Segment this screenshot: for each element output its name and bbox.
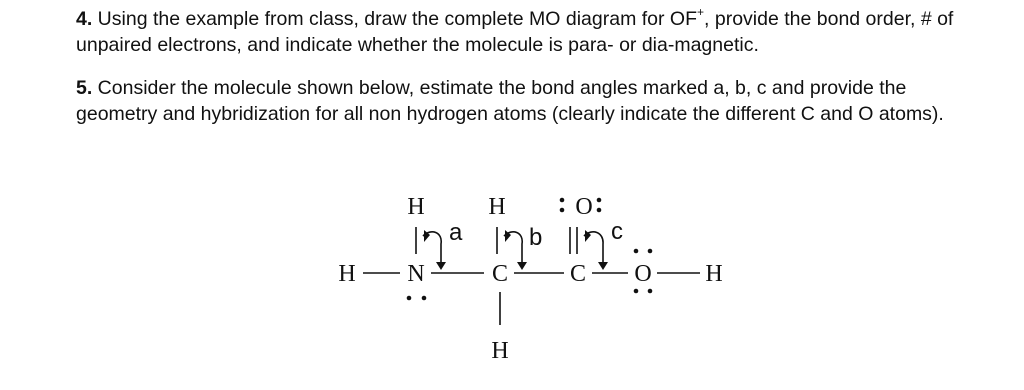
- angle-c-arrow: [584, 230, 608, 270]
- atom-o-hydroxyl: O: [634, 261, 652, 287]
- question-4-number: 4.: [76, 8, 93, 30]
- angle-label-b: b: [529, 224, 543, 251]
- question-4-text-end: , provide the bond order, # of unpaired electrons, and indicate whether the molecule is para- or dia-magnetic.: [76, 8, 954, 56]
- atom-h-right: H: [705, 261, 723, 287]
- atom-h-top-n: H: [407, 194, 425, 220]
- question-5-number: 5.: [76, 77, 93, 99]
- atom-h-left: H: [338, 261, 356, 287]
- angle-label-c: c: [611, 218, 623, 245]
- question-4-text: Using the example from class, draw the complete MO diagram for OF: [92, 8, 697, 30]
- atom-h-top-c1: H: [488, 194, 506, 220]
- angle-label-a: a: [449, 219, 463, 246]
- atom-n: N: [407, 261, 425, 287]
- atom-c1: C: [491, 261, 509, 287]
- angle-a-arrow: [423, 230, 446, 270]
- atom-h-bottom-c1: H: [491, 338, 509, 364]
- lone-pair-n: [407, 296, 427, 301]
- atom-c2: C: [569, 261, 587, 287]
- charge-superscript: +: [697, 4, 705, 19]
- atom-o-carbonyl: O: [575, 194, 593, 220]
- question-5-text: Consider the molecule shown below, estimate the bond angles marked a, b, c and provide the geometry and hybridization for all non hydrogen atoms (clearly indicate the different C and O atoms).: [76, 77, 944, 125]
